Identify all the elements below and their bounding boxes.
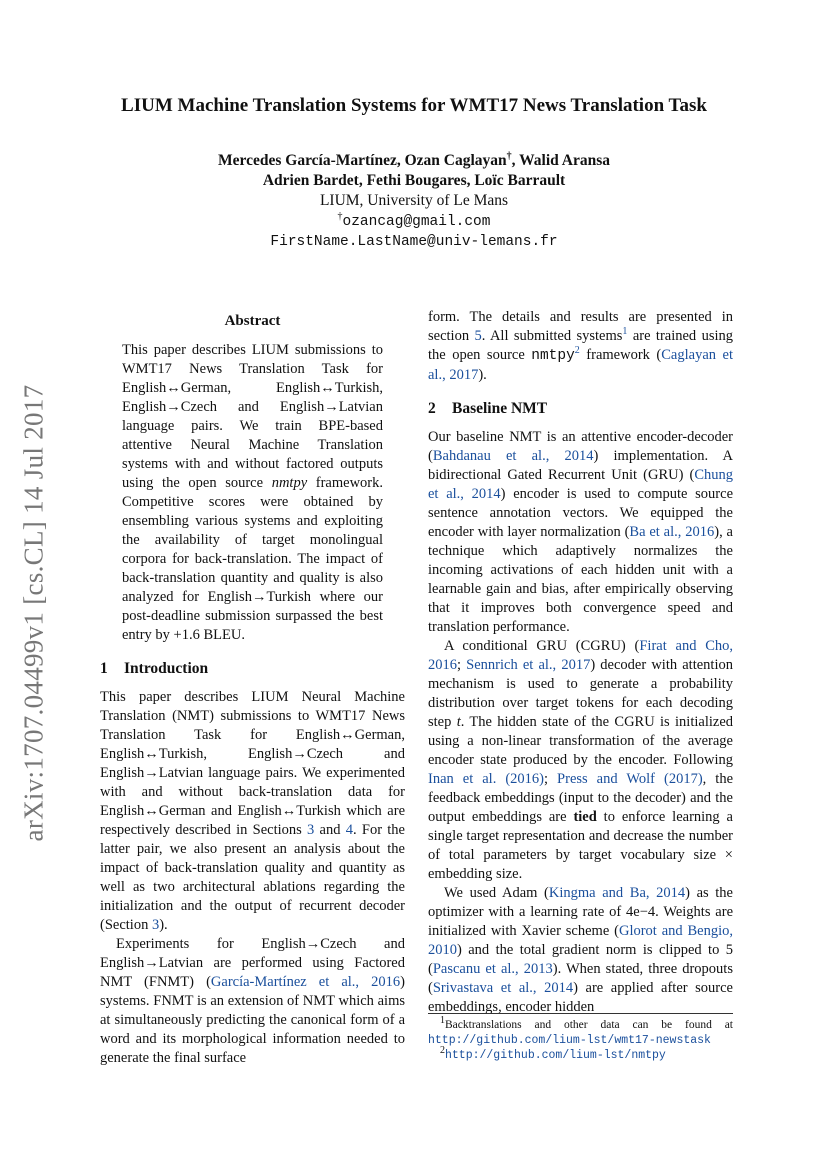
author-line-1: Mercedes García-Martínez, Ozan Caglayan†, Walid Aransa	[217, 150, 611, 169]
section-heading-introduction: 1 Introduction	[100, 660, 209, 677]
nmtpy-code: nmtpy	[531, 348, 575, 364]
email-1: †ozancag@gmail.com	[337, 211, 491, 230]
footnote-2-url[interactable]: http://github.com/lium-lst/nmtpy	[445, 1049, 666, 1062]
arxiv-stamp-text: arXiv:1707.04499v1 [cs.CL] 14 Jul 2017	[18, 384, 49, 842]
cite-glorot[interactable]: Glorot and Bengio, 2010	[428, 923, 733, 958]
cite-garcia-martinez[interactable]: García-Martínez et al., 2016	[210, 974, 401, 990]
arxiv-stamp	[14, 378, 54, 848]
footnotes	[428, 1013, 733, 1063]
ref-section-5[interactable]: 5	[474, 328, 482, 344]
cite-firat[interactable]: Firat and Cho, 2016	[428, 638, 734, 673]
section-heading-baseline-nmt: 2 Baseline NMT	[428, 400, 548, 417]
paper-title: LIUM Machine Translation Systems for WMT17 News Translation Task	[121, 95, 707, 116]
affiliation: LIUM, University of Le Mans	[319, 192, 509, 209]
ref-section-3[interactable]: 3	[307, 822, 315, 838]
cite-inan[interactable]: Inan et al. (2016)	[428, 771, 544, 787]
ref-section-3b[interactable]: 3	[151, 917, 160, 933]
cite-kingma[interactable]: Kingma and Ba, 2014	[548, 885, 686, 901]
author-block	[80, 151, 748, 252]
abstract-heading: Abstract	[224, 313, 281, 329]
intro-paragraph-1: This paper describes LIUM Neural Machine Translation (NMT) submissions to WMT17 News Translation Task for English↔German, English↔Turkish, English→Czech and English→Latvian language pairs. We experimented with and without back-translation data for English↔German and English↔Turkish which are respectively described in Sections 3 and 4. For the latter pair, we also present an analysis about the impact of back-translation quality and quantity as well as two architectural ablations regarding the initialization and the output of recurrent decoder (Section 3).	[100, 689, 405, 933]
intro-paragraph-2: Experiments for English→Czech and English→Latvian are performed using Factored NMT (FNMT) (García-Martínez et al., 2016) systems. FNMT is an extension of NMT which aims at simultaneously predicting the canonical form of a word and its morphological information needed to generate the final surface	[100, 936, 405, 1066]
cite-chung[interactable]: Chung et al., 2014	[428, 467, 733, 502]
baseline-paragraph-3: We used Adam (Kingma and Ba, 2014) as the optimizer with a learning rate of 4e−4. Weights are initialized with Xavier scheme (Glorot and Bengio, 2010) and the total gradient norm is clipped to 5 (Pascanu et al., 2013). When stated, three dropouts (Srivastava et al., 2014) are applied after source embeddings, encoder hidden	[428, 885, 734, 1015]
baseline-paragraph-1: Our baseline NMT is an attentive encoder-decoder (Bahdanau et al., 2014) implementation. A bidirectional Gated Recurrent Unit (GRU) (Chung et al., 2014) encoder is used to compute source sentence annotation vectors. We equipped the encoder with layer normalization (Ba et al., 2016), a technique which adaptively normalizes the incoming activations of each hidden unit with a learnable gain and bias, after empirically observing that it improves both convergence speed and translation performance.	[428, 429, 734, 635]
author-line-2: Adrien Bardet, Fethi Bougares, Loïc Barrault	[262, 172, 566, 189]
abstract-text: This paper describes LIUM submissions to WMT17 News Translation Task for English↔German, English↔Turkish, English→Czech and English→Latvian language pairs. We train BPE-based attentive Neural Machine Translation systems with and without factored outputs using the open source nmtpy framework. Competitive scores were obtained by ensembling various systems and exploiting the availability of target monolingual corpora for back-translation. The impact of back-translation quantity and quality is also analyzed for English→Turkish where our post-deadline submission surpassed the best entry by +1.6 BLEU.	[122, 342, 384, 643]
footnote-1-mark[interactable]: 1	[622, 326, 628, 338]
learning-rate: 4e−4	[626, 904, 656, 920]
cite-ba[interactable]: Ba et al., 2016	[629, 524, 715, 540]
ref-section-4[interactable]: 4	[345, 822, 353, 838]
left-column	[100, 308, 405, 1068]
baseline-paragraph-2: A conditional GRU (CGRU) (Firat and Cho, 2016; Sennrich et al., 2017) decoder with attention mechanism is used to generate a probability distribution over target tokens for each decoding step t. The hidden state of the CGRU is initialized using a non-linear transformation of the average encoder state produced by the encoder. Following Inan et al. (2016); Press and Wolf (2017), the feedback embeddings (input to the decoder) and the output embeddings are tied to enforce learning a single target representation and decrease the number of total parameters by target vocabulary size × embedding size.	[428, 638, 734, 882]
right-column	[428, 308, 733, 1017]
cite-srivastava[interactable]: Srivastava et al., 2014	[432, 980, 574, 996]
footnote-2: $^2$http://github.com/lium-lst/nmtpy	[440, 1045, 666, 1062]
cite-press[interactable]: Press and Wolf (2017)	[557, 771, 703, 787]
footnote-1: $^1$Backtranslations and other data can be found at http://github.com/lium-lst/wmt17-newstask	[428, 1015, 733, 1047]
email-2: FirstName.LastName@univ-lemans.fr	[270, 234, 558, 250]
cite-bahdanau[interactable]: Bahdanau et al., 2014	[432, 448, 594, 464]
cite-caglayan[interactable]: Caglayan et al., 2017	[428, 347, 733, 383]
footnote-2-mark[interactable]: 2	[574, 345, 580, 357]
intro-paragraph-2-cont: form. The details and results are presented in section 5. All submitted systems$^1$ are trained using the open source nmtpy$^2$ framework (Caglayan et al., 2017).	[428, 309, 734, 383]
footnote-1-url[interactable]: http://github.com/lium-lst/wmt17-newstask	[428, 1034, 711, 1047]
dagger-mark: †	[506, 150, 512, 162]
cite-sennrich[interactable]: Sennrich et al., 2017	[466, 657, 591, 673]
cite-pascanu[interactable]: Pascanu et al., 2013	[432, 961, 553, 977]
